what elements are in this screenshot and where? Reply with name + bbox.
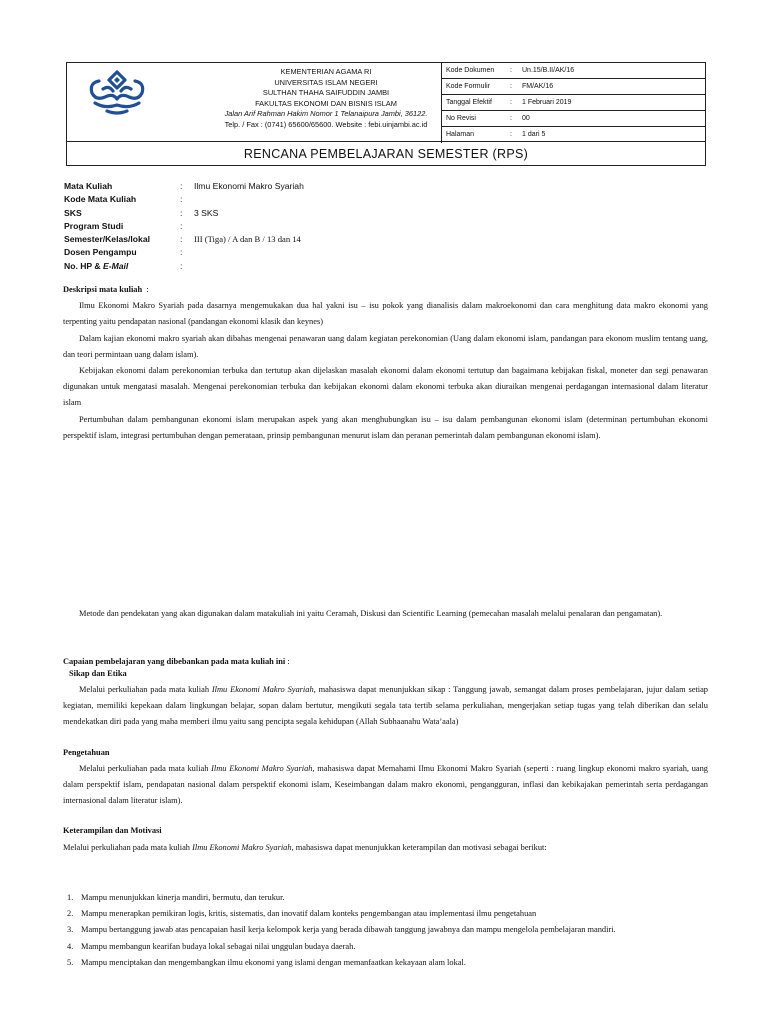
pengetahuan-text-pre: Melalui perkuliahan pada mata kuliah [79, 763, 212, 773]
meta-key: Kode Dokumen [446, 67, 495, 74]
deskripsi-paragraph: Kebijakan ekonomi dalam perekonomian terbuka dan tertutup akan dijelaskan masalah ekonomi dalam ekonomi tertutup dan bagaimana kebijakan fiskal, moneter dan segi penawaran digunakan untuk mengatasi masalah. Mengenai perekonomian terbuka dan kebijakan ekonomi dalam ekonomi terbuka akan diuraikan mengenai perdagangan internasional dalam literatur islam [63, 366, 708, 408]
keterampilan-intro [63, 840, 708, 856]
deskripsi-paragraph: Ilmu Ekonomi Makro Syariah pada dasarnya mengemukakan dua hal yakni isu – isu pokok yang dianalisis dalam makroekonomi dan cara menghitung data makro ekonomi yang terpenting yaitu pendapatan nasional (pandangan ekonomi klasik dan keynes) [63, 301, 708, 327]
info-label: Program Studi [64, 220, 124, 231]
list-number: 2. [67, 909, 74, 919]
meta-value: 1 Februari 2019 [522, 99, 572, 106]
info-row: Kode Mata Kuliah : [64, 194, 183, 205]
info-value: Ilmu Ekonomi Makro Syariah [194, 181, 304, 191]
pengetahuan-paragraph [63, 761, 708, 810]
meta-row: Kode Dokumen : Un.15/B.II/AK/16 [442, 63, 705, 79]
meta-key: Kode Formulir [446, 83, 490, 90]
sikap-paragraph [63, 682, 708, 731]
info-row: Dosen Pengampu : [64, 247, 183, 258]
info-label: Dosen Pengampu [64, 247, 137, 258]
list-number: 4. [67, 941, 74, 951]
pengetahuan-course-name: Ilmu Ekonomi Makro Syariah [211, 763, 313, 773]
info-label-italic: E-Mail [103, 260, 129, 271]
meta-value: FM/AK/16 [522, 83, 554, 90]
info-label: Mata Kuliah [64, 181, 113, 191]
info-label [64, 261, 128, 271]
institution-contact: Telp. / Fax : (0741) 65600/65600. Website : febi.uinjambi.ac.id [224, 119, 428, 129]
university-logo-icon [87, 69, 147, 115]
list-item [67, 922, 708, 938]
info-label-prefix: No. HP & [64, 260, 103, 271]
institution-line: KEMENTERIAN AGAMA RI [280, 67, 372, 76]
keterampilan-heading: Keterampilan dan Motivasi [63, 826, 162, 836]
keterampilan-list [67, 890, 708, 971]
sikap-heading: Sikap dan Etika [69, 669, 127, 678]
capaian-heading: Capaian pembelajaran yang dibebankan pada mata kuliah ini [63, 657, 286, 666]
pengetahuan-heading: Pengetahuan [63, 747, 110, 757]
institution-line: SULTHAN THAHA SAIFUDDIN JAMBI [262, 88, 390, 98]
institution-block [167, 67, 485, 131]
document-header [66, 62, 706, 142]
capaian-section [63, 657, 708, 856]
meta-value: 1 dari 5 [522, 131, 546, 138]
document-meta-table [442, 63, 705, 143]
heading-colon: : [142, 285, 149, 294]
meta-value: 00 [522, 115, 530, 122]
deskripsi-heading: Deskripsi mata kuliah [63, 285, 143, 294]
deskripsi-paragraph: Pertumbuhan dalam pembangunan ekonomi islam merupakan aspek yang akan menghubungkan isu – isu dalam pembangunan ekonomi islam (determinan pertumbuhan ekonomi perspektif islam, integrasi pertumbuhan dengan pemerataan, prinsip pembangunan menurut islam dan peranan pemerintah dalam pembangunan ekonomi islam). [63, 414, 708, 440]
info-row: Mata Kuliah : Ilmu Ekonomi Makro Syariah [64, 181, 304, 191]
deskripsi-paragraph: Dalam kajian ekonomi makro syariah akan dibahas mengenai penawaran uang dalam kegiatan perekonomian (Uang dalam ekonomi islam, pandangan para ekonom muslim tentang uang, dan teori permintaan uang dalam islam). [63, 333, 708, 359]
info-label: Kode Mata Kuliah [64, 194, 137, 205]
sikap-text-post: , mahasiswa dapat menunjukkan sikap : Tanggung jawab, semangat dalam proses pembelajaran, jujur dalam setiap kegiatan, memiliki kepekaan dalam lingkungan belajar, sopan dalam bertutur, mengikuti segala tata tertib selama perkuliahan, mengerjakan setiap tugas yang telah diberikan dan selalu mendekatkan diri pada yang maha memberi ilmu yaitu sang pencipta segala kehidupan (Allah Subhaanahu Wata’aala) [63, 685, 708, 727]
institution-line: FAKULTAS EKONOMI DAN BISNIS ISLAM [255, 98, 397, 108]
info-row: No. HP & E-Mail : [64, 260, 183, 271]
info-row: Semester/Kelas/lokal : III (Tiga) / A dan B / 13 dan 14 [64, 234, 301, 245]
metode-paragraph: Metode dan pendekatan yang akan digunakan dalam matakuliah ini yaitu Ceramah, Diskusi dan Scientific Learning (pemecahan masalah melalui penalaran dan pengamatan). [79, 609, 663, 618]
deskripsi-section [63, 282, 708, 444]
keterampilan-text-pre: Melalui perkuliahan pada mata kuliah [63, 842, 193, 852]
list-item-text: Mampu menunjukkan kinerja mandiri, bermutu, dan terukur. [81, 893, 285, 902]
info-label: Semester/Kelas/lokal [64, 234, 150, 245]
info-row: SKS : 3 SKS [64, 207, 219, 218]
meta-row: Kode Formulir : FM/AK/16 [442, 79, 705, 95]
list-item [67, 939, 708, 955]
sikap-text-pre: Melalui perkuliahan pada mata kuliah [79, 685, 212, 694]
meta-key: Halaman [446, 131, 475, 138]
meta-row: Halaman : 1 dari 5 [442, 127, 705, 143]
course-info [64, 181, 624, 274]
info-label: SKS [64, 207, 82, 218]
list-item-text: Mampu bertanggung jawab atas pencapaian hasil kerja kelompok kerja yang berada dibawah tanggung jawabnya dan mampu mengelola pembelajaran mandiri. [81, 925, 616, 935]
list-item-text: Mampu membangun kearifan budaya lokal sebagai nilai unggulan budaya daerah. [81, 941, 356, 951]
meta-row: No Revisi : 00 [442, 111, 705, 127]
info-row: Program Studi : [64, 220, 183, 231]
meta-key: No Revisi [446, 115, 476, 122]
institution-address: Jalan Arif Rahman Hakim Nomor 1 Telanaipura Jambi, 36122. [224, 109, 428, 119]
list-item [67, 890, 708, 906]
list-item-text: Mampu menerapkan pemikiran logis, kritis, sistematis, dan inovatif dalam konteks pengembangan atau implementasi ilmu pengetahuan [81, 909, 537, 919]
sikap-course-name: Ilmu Ekonomi Makro Syariah [211, 685, 314, 694]
info-value: 3 SKS [194, 207, 219, 218]
list-number: 1. [67, 893, 74, 902]
list-item-text: Mampu menciptakan dan mengembangkan ilmu ekonomi yang islami dengan memanfaatkan kekayaan alam lokal. [81, 957, 466, 967]
keterampilan-text-post: , mahasiswa dapat menunjukkan keterampilan dan motivasi sebagai berikut: [291, 842, 547, 852]
meta-value: Un.15/B.II/AK/16 [522, 67, 575, 74]
info-value: III (Tiga) / A dan B / 13 dan 14 [194, 234, 301, 245]
meta-row: Tanggal Efektif : 1 Februari 2019 [442, 95, 705, 111]
list-number: 3. [67, 925, 74, 935]
institution-line: UNIVERSITAS ISLAM NEGERI [274, 77, 378, 87]
pengetahuan-text-post: , mahasiswa dapat Memahami Ilmu Ekonomi Makro Syariah (seperti : ruang lingkup ekonomi makro syariah, uang dalam perspektif islam, pendapatan nasional dalam perspektif ekonomi islam, Keseimbangan dalam makro ekonomi, pengangguran, inflasi dan kebikajakan pemerintah serta perdagangan internasional dalam literatur islam). [63, 763, 708, 806]
list-number: 5. [67, 957, 74, 967]
keterampilan-course-name: Ilmu Ekonomi Makro Syariah [192, 842, 292, 852]
heading-colon: : [285, 657, 290, 666]
list-item [67, 906, 708, 922]
meta-key: Tanggal Efektif [446, 99, 492, 106]
document-title: RENCANA PEMBELAJARAN SEMESTER (RPS) [66, 142, 706, 166]
list-item [67, 955, 708, 971]
